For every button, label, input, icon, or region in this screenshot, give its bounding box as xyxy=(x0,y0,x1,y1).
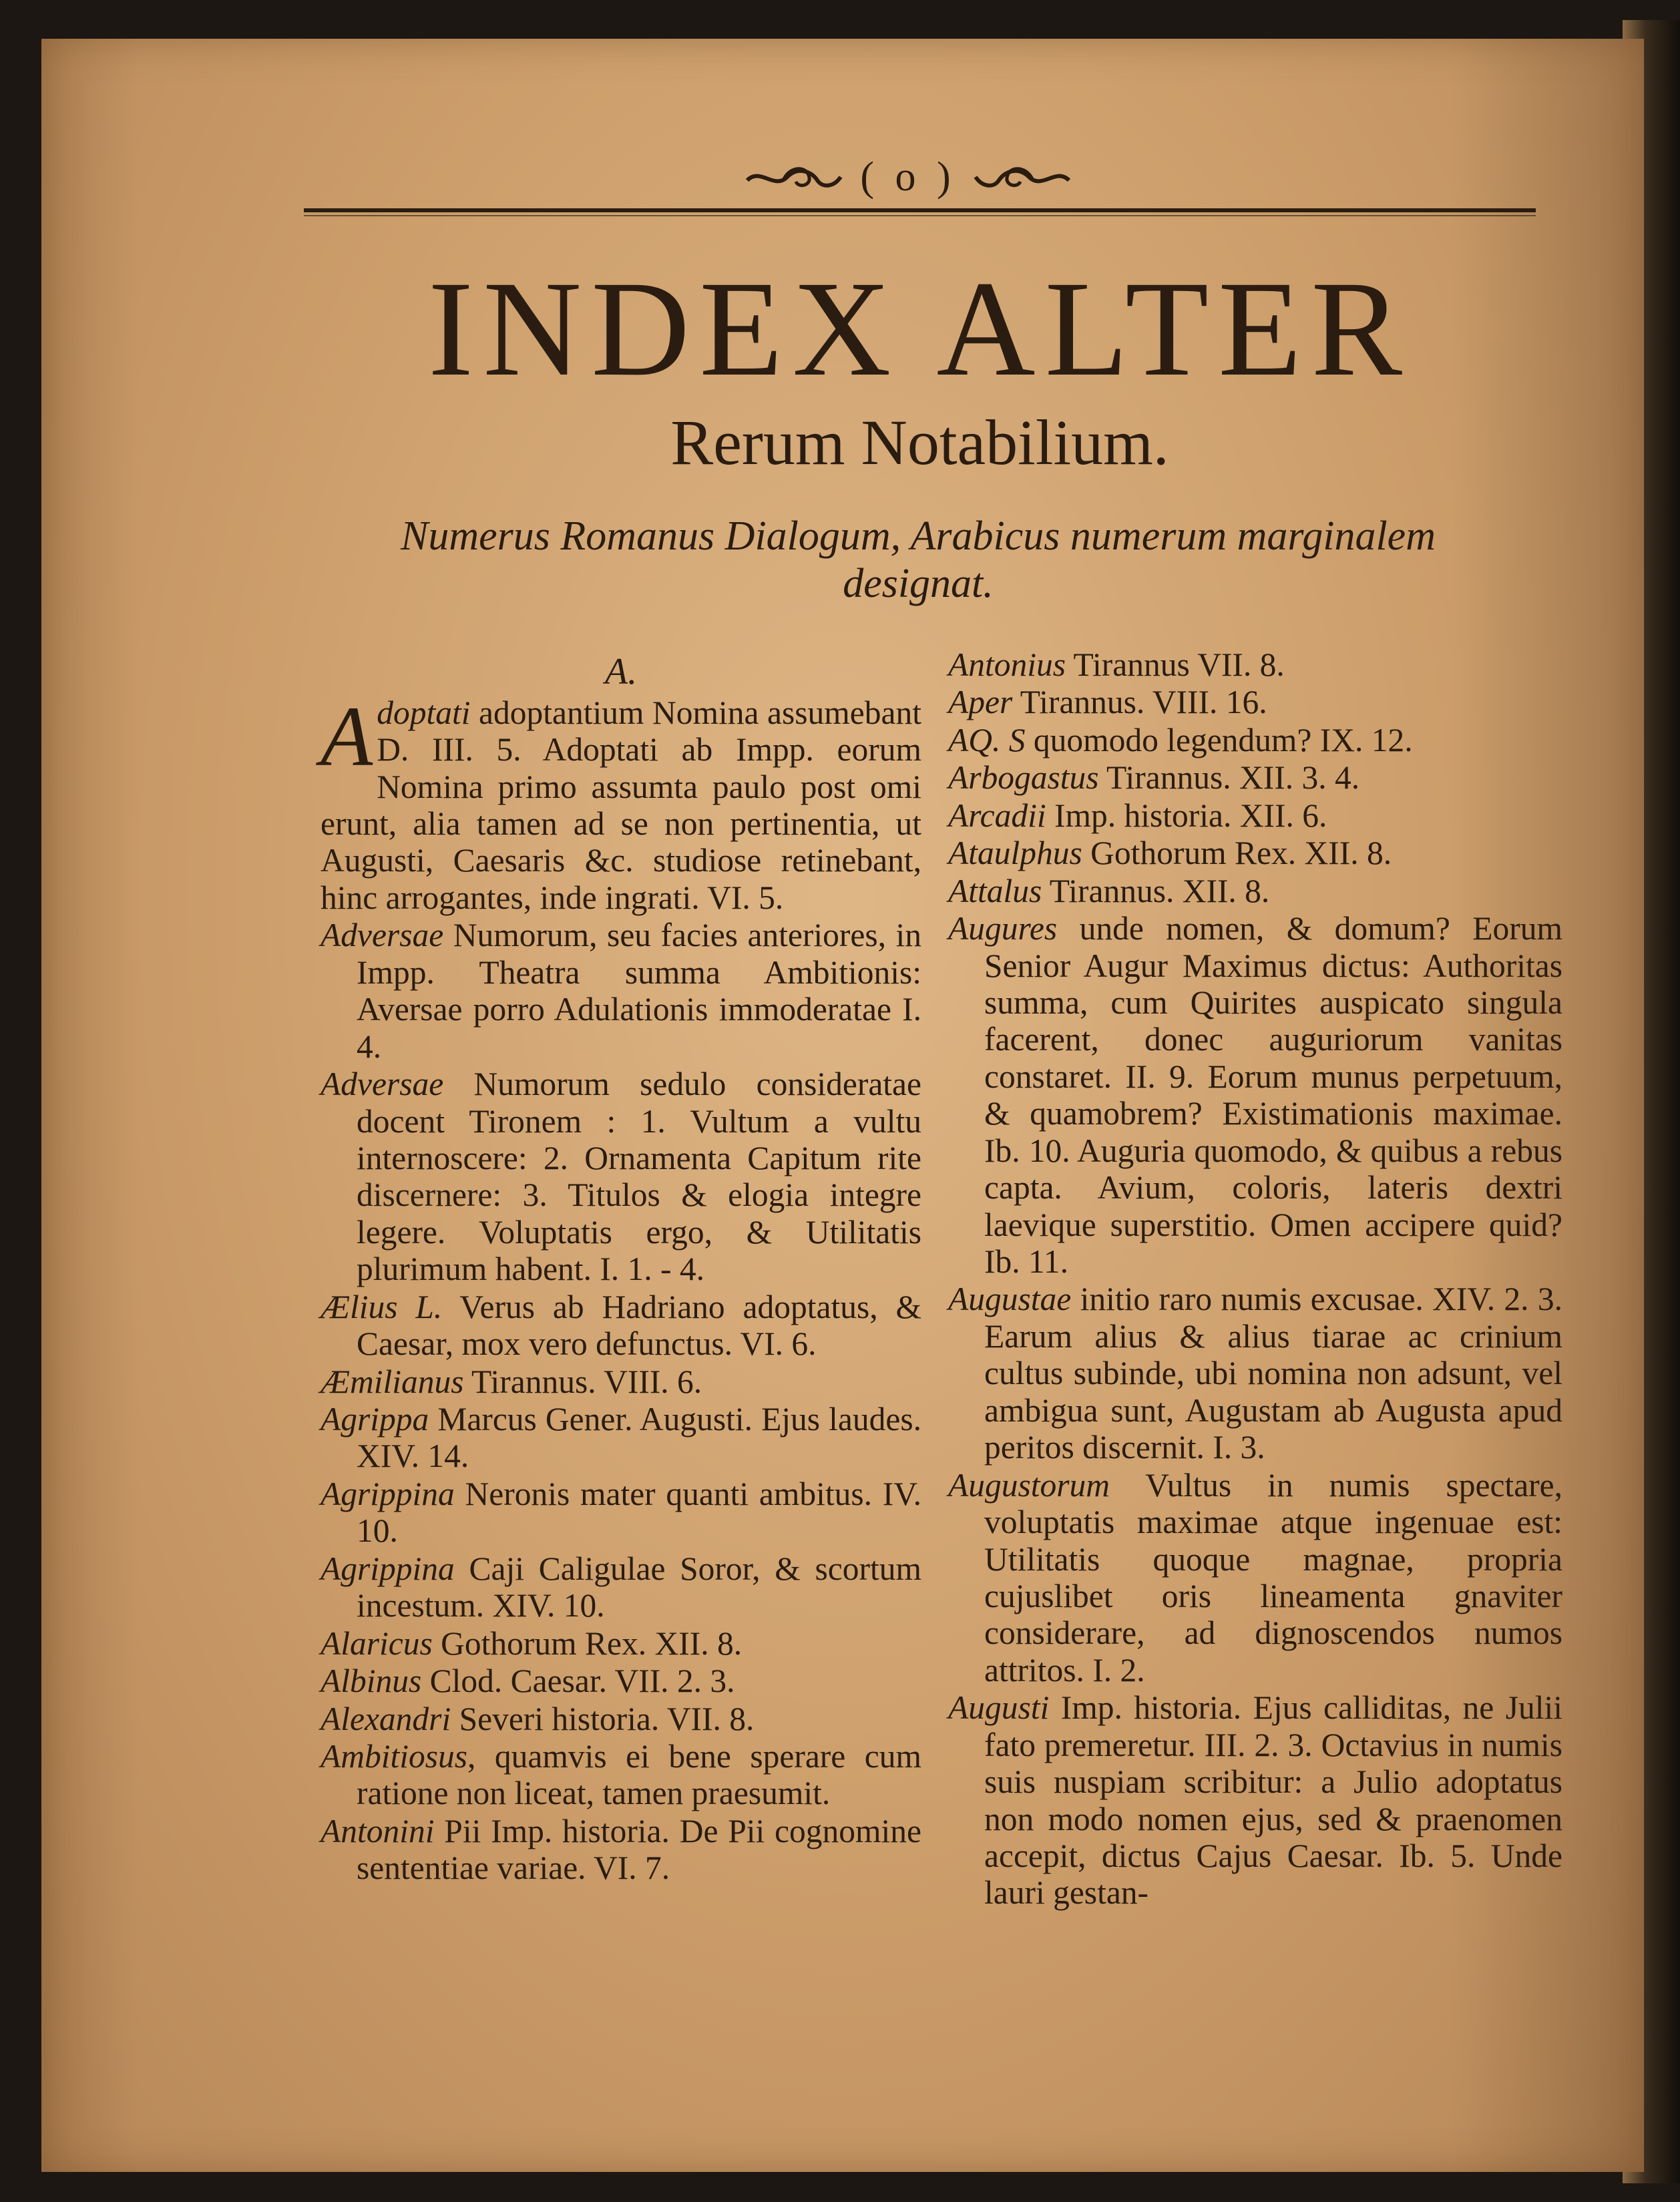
page-subtitle: Rerum Notabilium. xyxy=(670,407,1169,478)
entry-head: Alexandri xyxy=(321,1700,451,1737)
entry-text: Verus ab Hadriano adoptatus, & Caesar, mox vero defunctus. VI. 6. xyxy=(357,1288,921,1363)
entry-head: Æmilianus xyxy=(321,1363,464,1400)
entry-head: Augures xyxy=(948,910,1058,947)
index-entry xyxy=(948,910,1562,1280)
index-entry xyxy=(321,688,921,917)
section-letter: A. xyxy=(604,651,638,692)
entry-head: AQ. S xyxy=(948,721,1026,758)
entry-text: quomodo legendum? IX. 12. xyxy=(1025,721,1413,758)
index-entry xyxy=(321,1550,921,1624)
entry-text: Neronis mater quanti ambitus. IV. 10. xyxy=(357,1475,921,1550)
entry-text: Gothorum Rex. XII. 8. xyxy=(432,1624,743,1662)
entry-text: Vultus in numis spectare, voluptatis maximae atque ingenuae est: Utilitatis quoque magnae, propria cujuslibet oris lineamenta gnaviter considerare, ad dignoscendos numos attritos. I. 2. xyxy=(984,1466,1562,1689)
right-column xyxy=(948,646,1562,1912)
index-entry xyxy=(948,759,1562,796)
entry-text: adoptantium Nomina assumebant D. III. 5. Adoptati ab Impp. eorum Nomina primo assumta paulo post omi erunt, alia tamen ad se non pertinentia, ut Augusti, Caesaris &c. studiose retinebant, hinc arrogantes, inde ingrati. VI. 5. xyxy=(321,694,921,916)
entry-text: Caji Caligulae Soror, & scortum incestum. XIV. 10. xyxy=(357,1550,921,1624)
entry-head: Adversae xyxy=(321,1066,444,1103)
index-note: Numerus Romanus Dialogum, Arabicus numerum marginalem designat. xyxy=(401,513,1436,607)
entry-head: Attalus xyxy=(948,872,1042,909)
entry-text: Pii Imp. historia. De Pii cognomine sententiae variae. VI. 7. xyxy=(357,1812,921,1887)
index-entry xyxy=(321,1813,921,1887)
page-header xyxy=(668,144,1148,210)
entry-head: Augusti xyxy=(948,1689,1050,1727)
index-entry xyxy=(948,646,1562,683)
entry-head: Albinus xyxy=(321,1663,422,1700)
page-title: INDEX ALTER xyxy=(427,253,1412,405)
entry-text: Imp. historia. Ejus calliditas, ne Julii fato premeretur. III. 2. 3. Octavius in numis suis nuspiam scribitur: a Julio adoptatus non modo nomen ejus, sed & praenomen accepit, dictus Cajus Caesar. Ib. 5. Unde lauri gestan- xyxy=(984,1689,1562,1912)
entry-text: Tirannus. XII. 8. xyxy=(1042,872,1270,909)
entry-text: Tirannus. VIII. 6. xyxy=(463,1363,702,1400)
index-entry xyxy=(948,1467,1562,1689)
entry-head: Aper xyxy=(948,684,1013,721)
entry-head: Antonius xyxy=(948,646,1066,683)
index-entry xyxy=(321,1289,921,1363)
entry-text: initio raro numis excusae. XIV. 2. 3. Earum alius & alius tiarae ac crinium cultus subinde, ubi nomina non adsunt, vel ambigua sunt, Augustam ab Augusta apud peritos discernit. I. 3. xyxy=(984,1281,1562,1466)
index-entry xyxy=(948,722,1562,758)
entry-head: Ataulphus xyxy=(948,835,1082,872)
left-ornament-icon xyxy=(744,154,844,200)
index-entry xyxy=(321,1476,921,1550)
index-entry xyxy=(948,1689,1562,1912)
entry-text: Marcus Gener. Augusti. Ejus laudes. XIV. 14. xyxy=(357,1401,921,1475)
entry-text: Gothorum Rex. XII. 8. xyxy=(1082,835,1392,872)
right-ornament-icon xyxy=(972,154,1072,200)
entry-head: Agrippina xyxy=(321,1550,455,1587)
entry-text: Numorum, seu facies anteriores, in Impp. Theatra summa Ambitionis: Aversae porro Adulationis immoderatae I. 4. xyxy=(357,917,921,1065)
index-entry xyxy=(321,1625,921,1662)
entry-head: Arcadii xyxy=(948,797,1046,834)
entry-text: , quamvis ei bene sperare cum ratione non liceat, tamen praesumit. xyxy=(357,1737,921,1812)
page-number: ( o ) xyxy=(860,154,956,200)
entry-head: Alaricus xyxy=(321,1624,433,1662)
entry-head: Augustorum xyxy=(948,1466,1110,1504)
entry-head: doptati xyxy=(377,694,471,731)
entry-head: Adversae xyxy=(321,917,444,954)
entry-text: Tirannus VII. 8. xyxy=(1066,646,1285,683)
entry-head: Arbogastus xyxy=(948,759,1099,797)
entry-head: Augustae xyxy=(948,1281,1072,1318)
index-entry xyxy=(948,835,1562,871)
entry-text: Clod. Caesar. VII. 2. 3. xyxy=(421,1663,735,1700)
index-entry xyxy=(321,1701,921,1737)
entry-text: unde nomen, & domum? Eorum Senior Augur Maximus dictus: Authoritas summa, cum Quirites auspicato singula facerent, donec auguriorum vanitas constaret. II. 9. Eorum munus perpetuum, & quamobrem? Existimationis maximae. Ib. 10. Auguria quomodo, & quibus a rebus capta. Avium, coloris, lateris dextri laevique superstitio. Omen accipere quid? Ib. 11. xyxy=(984,910,1562,1280)
entry-text: Imp. historia. XII. 6. xyxy=(1046,797,1327,834)
index-entry xyxy=(948,797,1562,834)
entry-text: Numorum sedulo consideratae docent Tironem : 1. Vultum a vultu internoscere: 2. Ornamenta Capitum rite discernere: 3. Titulos & elogia integre legere. Voluptatis ergo, & Utilitatis plurimum habent. I. 1. - 4. xyxy=(357,1066,921,1288)
entry-head: Agrippa xyxy=(321,1401,429,1438)
entry-text: Severi historia. VII. 8. xyxy=(451,1700,755,1737)
index-entry xyxy=(321,1738,921,1812)
index-entry xyxy=(321,917,921,1065)
index-entry xyxy=(948,873,1562,909)
entry-head: Antonini xyxy=(321,1812,435,1849)
entry-head: Ambitiosus xyxy=(321,1737,468,1775)
index-entry xyxy=(321,1401,921,1475)
entry-head: Agrippina xyxy=(321,1475,455,1512)
index-entry xyxy=(321,1363,921,1400)
entry-head: Ælius L. xyxy=(321,1288,443,1325)
index-entry xyxy=(948,684,1562,720)
index-entry xyxy=(948,1281,1562,1466)
entry-text: Tirannus. VIII. 16. xyxy=(1012,684,1267,721)
header-rule xyxy=(304,208,1536,220)
drop-cap: A xyxy=(321,688,373,784)
left-column xyxy=(321,651,921,1888)
index-entry xyxy=(321,1066,921,1288)
entry-text: Tirannus. XII. 3. 4. xyxy=(1098,759,1360,797)
index-entry xyxy=(321,1663,921,1699)
